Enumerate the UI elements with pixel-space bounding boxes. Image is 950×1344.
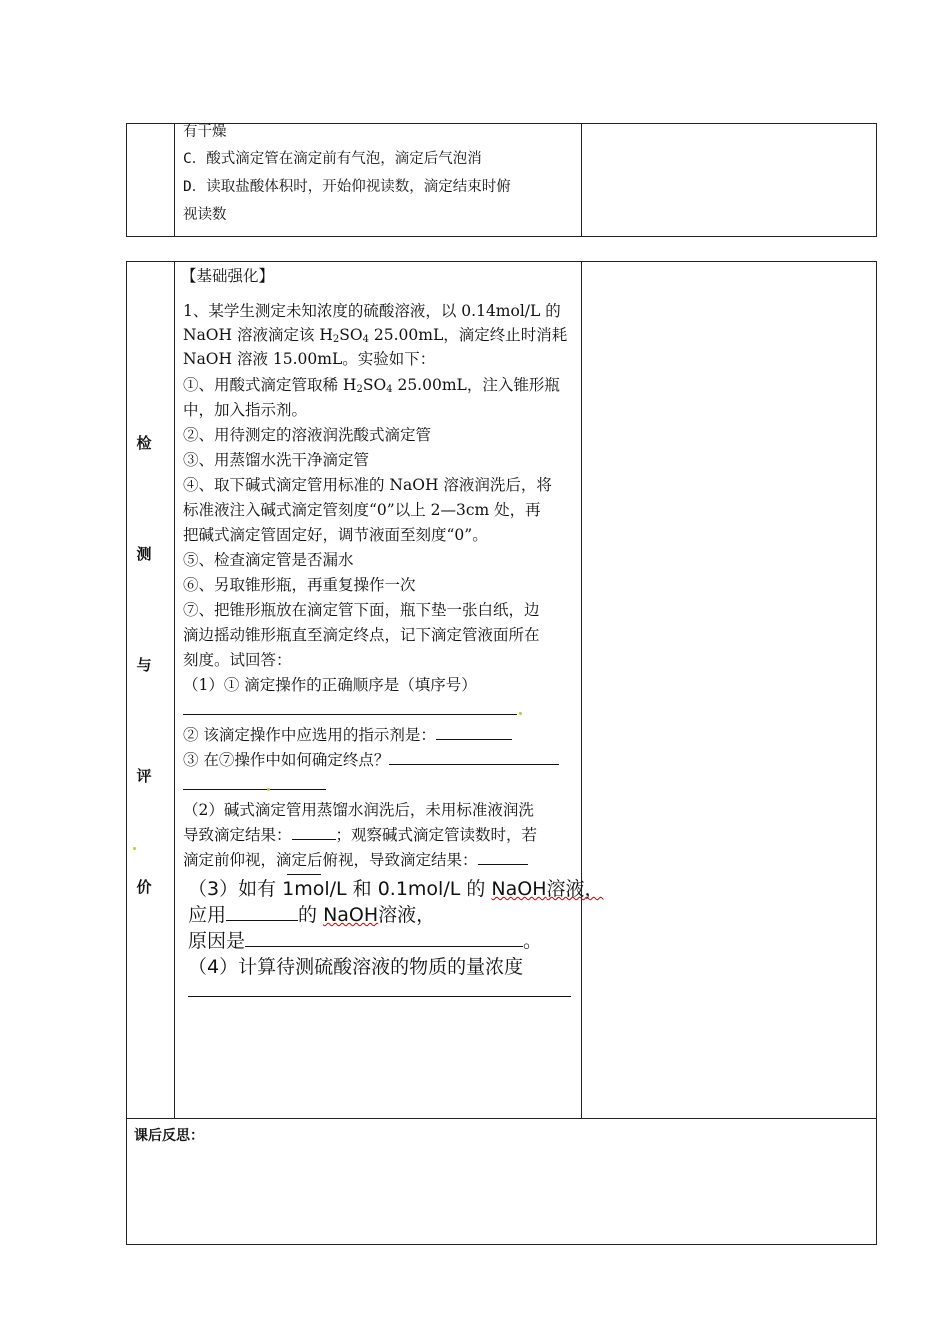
- sub-question-2-line-1: （2）碱式滴定管用蒸馏水润洗后，未用标准液润洗: [183, 801, 534, 819]
- table-top-col-divider-1: [174, 123, 175, 237]
- side-label-char-3: 与: [136, 656, 152, 674]
- scan-mark: [267, 788, 270, 791]
- sub-question-2-line-3: 滴定前仰视，滴定后俯视，导致滴定结果：: [183, 848, 528, 872]
- step-7-line-2: 滴边摇动锥形瓶直至滴定终点，记下滴定管液面所在: [183, 626, 540, 644]
- step-4-line-2: 标准液注入碱式滴定管刻度“0”以上 2—3cm 处，再: [183, 501, 541, 519]
- side-label-char-1: 检: [136, 434, 152, 452]
- answer-blank-4: [188, 996, 571, 997]
- table-main-col-divider-2: [581, 261, 582, 1119]
- option-d-continued: 视读数: [183, 207, 227, 223]
- step-1-line-2: 中，加入指示剂。: [183, 401, 308, 419]
- question-1-line-1: 1、某学生测定未知浓度的硫酸溶液，以 0.14mol/L 的: [183, 302, 561, 320]
- answer-blank-1: [183, 698, 517, 722]
- answer-blank-2: [183, 773, 326, 797]
- step-5: ⑤、检查滴定管是否漏水: [183, 551, 354, 569]
- table-top-col-divider-2: [581, 123, 582, 237]
- step-7-line-1: ⑦、把锥形瓶放在滴定管下面，瓶下垫一张白纸，边: [183, 601, 540, 619]
- sub-question-1-2: ② 该滴定操作中应选用的指示剂是：: [183, 723, 512, 747]
- side-label-char-4: 评: [136, 767, 152, 785]
- step-2: ②、用待测定的溶液润洗酸式滴定管: [183, 426, 432, 444]
- sub-question-3-line-3: 原因是 。: [188, 930, 543, 952]
- step-6: ⑥、另取锥形瓶，再重复操作一次: [183, 576, 416, 594]
- step-1-line-1: ①、用酸式滴定管取稀 $H_2SO_4$ 25.00mL，注入锥形瓶: [183, 376, 560, 395]
- step-7-line-3: 刻度。试回答：: [183, 651, 292, 669]
- sub-question-4: （4）计算待测硫酸溶液的物质的量浓度: [188, 956, 524, 978]
- side-label-char-5: 价: [136, 878, 152, 896]
- sub-question-1-1: （1）① 滴定操作的正确顺序是（填序号）: [183, 676, 477, 694]
- sub-question-3-line-2: 应用 的 NaOH溶液，: [188, 904, 436, 926]
- side-label-char-2: 测: [136, 545, 152, 563]
- sub-question-2-line-2: 导致滴定结果： ；观察碱式滴定管读数时，若: [183, 826, 538, 844]
- step-4-line-3: 把碱式滴定管固定好，调节液面至刻度“0”。: [183, 526, 488, 544]
- option-d: D．读取盐酸体积时，开始仰视读数，滴定结束时俯: [183, 179, 511, 195]
- section-heading: 【基础强化】: [181, 267, 275, 285]
- scan-mark: [133, 847, 136, 850]
- sub-question-3-line-1: （3）如有 1mol/L 和 0.1mol/L 的 NaOH溶液，: [188, 878, 604, 900]
- scan-mark: [519, 712, 522, 715]
- reflection-label: 课后反思：: [134, 1128, 204, 1144]
- table-main-col-divider-1: [174, 261, 175, 1119]
- step-4-line-1: ④、取下碱式滴定管用标准的 NaOH 溶液润洗后，将: [183, 476, 552, 494]
- question-1-line-2: NaOH 溶液滴定该 $H_2SO_4$ 25.00mL，滴定终止时消耗: [183, 326, 568, 345]
- step-3: ③、用蒸馏水洗干净滴定管: [183, 451, 370, 469]
- sub-question-1-3: ③ 在⑦操作中如何确定终点？: [183, 748, 559, 772]
- question-1-line-3: NaOH 溶液 15.00mL。实验如下：: [183, 350, 436, 368]
- option-b-continued: 有干燥: [183, 124, 227, 140]
- table-main-row-divider: [126, 1118, 877, 1119]
- option-c: C．酸式滴定管在滴定前有气泡，滴定后气泡消: [183, 151, 482, 167]
